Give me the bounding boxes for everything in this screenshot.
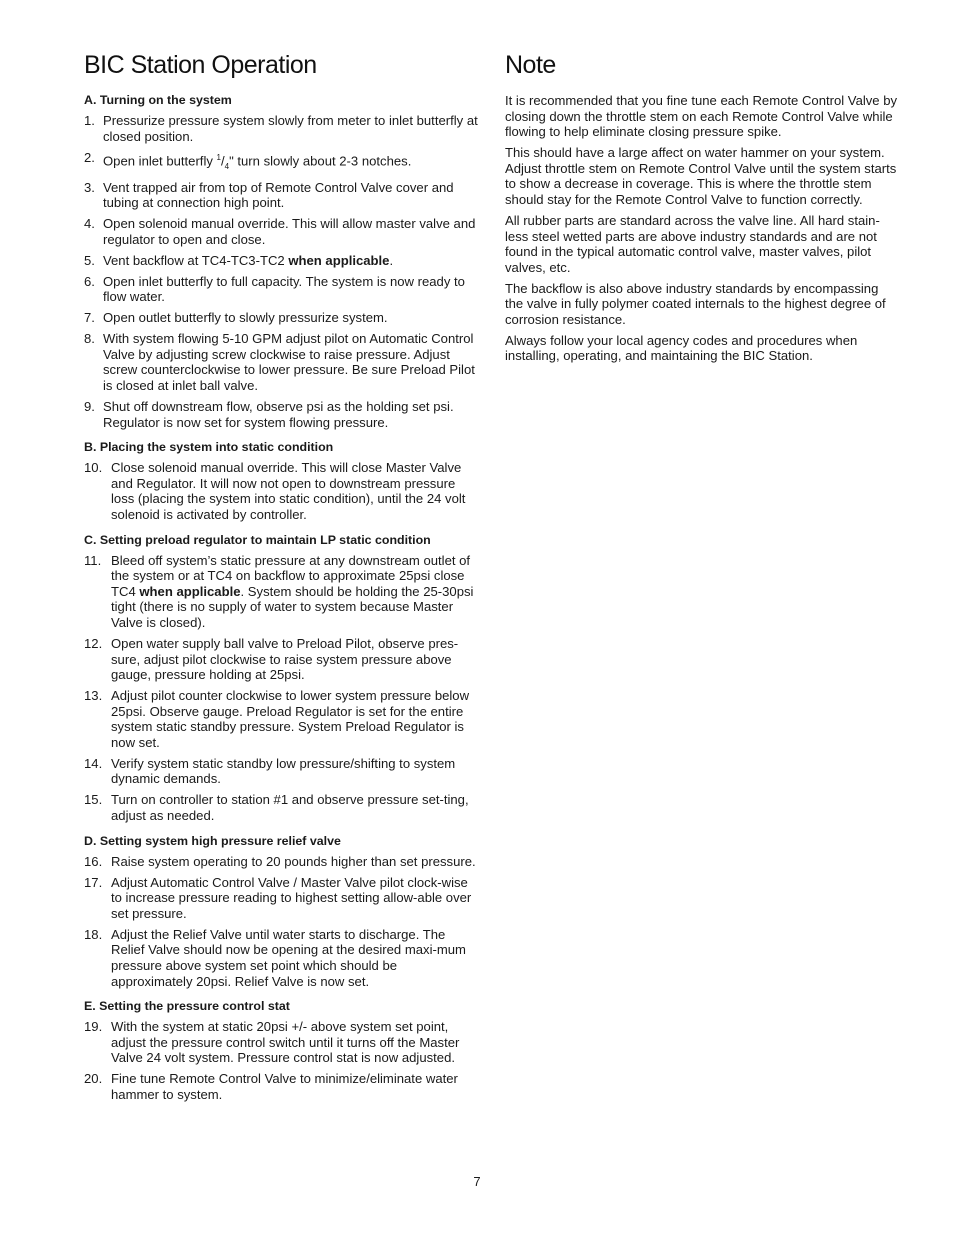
step-text: Verify system static standby low pressure/shifting to system dynamic demands. — [111, 755, 456, 787]
step-text: Open outlet butterfly to slowly pressurize system. — [103, 310, 388, 326]
step-number: 9. — [84, 399, 95, 414]
step-text: Fine tune Remote Control Valve to minimize/eliminate water hammer to system. — [111, 1071, 458, 1102]
step-item — [84, 331, 478, 393]
step-number: 17. — [84, 874, 103, 890]
step-number: 7. — [84, 310, 95, 326]
step-number: 2. — [84, 149, 95, 165]
step-item — [84, 1019, 478, 1066]
step-item — [84, 113, 478, 144]
step-text — [103, 150, 478, 175]
emphasis-text: when applicable — [288, 252, 390, 268]
step-text-start: Bleed off system’s static pressure at any downstream outlet of the system or at TC4 on backflow to approximate 25psi close TC4 — [111, 552, 471, 599]
step-text: Turn on controller to station #1 and observe pressure set-ting, adjust as needed. — [111, 792, 469, 824]
step-number: 13. — [84, 688, 103, 704]
fraction-slash: / — [221, 152, 225, 168]
section-heading: E. Setting the pressure control stat — [84, 999, 290, 1014]
step-item — [84, 636, 478, 683]
step-item — [84, 1071, 478, 1102]
step-text: Raise system operating to 20 pounds higher than set pressure. — [111, 853, 476, 869]
step-item — [84, 854, 478, 870]
step-item — [84, 460, 478, 522]
step-text: Open solenoid manual override. This will allow master valve and regulator to open and close. — [103, 216, 476, 247]
step-text: Pressurize pressure system slowly from meter to inlet butterfly at closed position. — [103, 113, 478, 144]
step-item — [84, 553, 478, 631]
section-heading: A. Turning on the system — [84, 93, 232, 107]
step-item — [84, 927, 478, 989]
section-heading: C. Setting preload regulator to maintain LP static condition — [84, 532, 431, 547]
step-item — [84, 399, 478, 430]
step-text-end: " turn slowly about 2-3 notches. — [229, 152, 412, 168]
step-item — [84, 688, 478, 750]
step-text: Shut off downstream flow, observe psi as the holding set psi. Regulator is now set for system flowing pressure. — [103, 399, 454, 430]
step-list — [84, 113, 478, 430]
step-text: Open inlet butterfly to full capacity. The system is now ready to flow water. — [103, 273, 465, 305]
step-item — [84, 180, 478, 211]
fraction-numerator: 1 — [216, 152, 221, 162]
step-item — [84, 875, 478, 922]
step-number: 12. — [84, 635, 103, 651]
step-number: 18. — [84, 926, 103, 942]
step-text-start: Open inlet butterfly — [103, 152, 217, 168]
step-text: Close solenoid manual override. This will close Master Valve and Regulator. It will now not open to downstream pressure loss (placing the system into static condition), until the 24 volt solenoid is activated by controller. — [111, 460, 466, 522]
fraction-denominator: 4 — [224, 161, 230, 171]
note-paragraphs — [505, 93, 900, 364]
step-text-end: . — [389, 252, 394, 268]
step-item — [84, 756, 478, 787]
step-list — [84, 553, 478, 824]
step-number: 5. — [84, 252, 95, 268]
step-item — [84, 216, 478, 247]
step-number: 6. — [84, 273, 95, 289]
step-number: 10. — [84, 460, 103, 476]
note-paragraph: All rubber parts are standard across the valve line. All hard stain-less steel wetted parts are above industry standards and are not found in the typical automatic control valve, master valves, pilot valves, etc. — [505, 212, 880, 275]
page-number: 7 — [473, 1174, 481, 1189]
step-text: With the system at static 20psi +/- above system set point, adjust the pressure control switch until it turns off the Master Valve 24 volt system. Pressure control stat is now adjusted. — [111, 1019, 460, 1066]
emphasis-text: when applicable — [139, 583, 241, 599]
step-list — [84, 854, 478, 990]
note-paragraph: This should have a large affect on water hammer on your system. Adjust throttle stem on Remote Control Valve until the system starts to show a decrease in coverage. This is where the throttle stem should stay for the Remote Control Valve to function correctly. — [505, 145, 897, 207]
step-item — [84, 792, 478, 823]
step-number: 8. — [84, 331, 95, 347]
section-heading: B. Placing the system into static condition — [84, 440, 334, 455]
step-item — [84, 150, 478, 175]
left-column — [84, 50, 478, 1108]
note-paragraph: The backflow is also above industry standards by encompassing the valve in fully polymer coated internals to the highest degree of corrosion resistance. — [505, 280, 886, 327]
step-number: 3. — [84, 179, 95, 195]
note-title: Note — [505, 51, 556, 79]
right-column — [505, 50, 900, 369]
step-number: 4. — [84, 216, 95, 232]
step-item — [84, 253, 478, 269]
step-text: Vent trapped air from top of Remote Control Valve cover and tubing at connection high point. — [103, 179, 454, 211]
step-text: Adjust the Relief Valve until water starts to discharge. The Relief Valve should now be opening at the desired maxi-mum pressure above system set point which should be approximately 20psi. Relief Valve is now set. — [111, 926, 466, 989]
step-item — [84, 274, 478, 305]
step-text: Adjust Automatic Control Valve / Master Valve pilot clock-wise to increase pressure reading to highest setting allow-able over set pressure. — [111, 874, 472, 921]
note-paragraph: Always follow your local agency codes and procedures when installing, operating, and maintaining the BIC Station. — [505, 332, 858, 364]
step-list — [84, 1019, 478, 1102]
step-item — [84, 310, 478, 326]
step-text — [103, 253, 478, 269]
step-number: 1. — [84, 113, 95, 128]
operation-sections — [84, 93, 478, 1103]
step-number: 19. — [84, 1019, 103, 1035]
note-paragraph: It is recommended that you fine tune each Remote Control Valve by closing down the throttle stem on each Remote Control Valve while flowing to help eliminate closing pressure spike. — [505, 93, 898, 140]
step-number: 14. — [84, 755, 103, 771]
step-text — [111, 553, 478, 631]
section-heading: D. Setting system high pressure relief valve — [84, 833, 341, 848]
step-text: Adjust pilot counter clockwise to lower system pressure below 25psi. Observe gauge. Preload Regulator is set for the entire system static standby pressure. System Preload Regulator is now set. — [111, 688, 470, 750]
step-text: With system flowing 5-10 GPM adjust pilot on Automatic Control Valve by adjusting screw clockwise to raise pressure. Adjust screw counterclockwise to lower pressure. Be sure Preload Pilot is closed at inlet ball valve. — [103, 331, 475, 394]
step-text-start: Vent backflow at TC4-TC3-TC2 — [103, 252, 289, 268]
step-list — [84, 460, 478, 522]
step-number: 11. — [84, 552, 102, 568]
step-text: Open water supply ball valve to Preload Pilot, observe pres-sure, adjust pilot clockwise to raise system pressure above gauge, pressure holding at 25psi. — [111, 635, 459, 683]
step-number: 20. — [84, 1071, 103, 1087]
step-number: 16. — [84, 853, 103, 869]
step-text-end: . System should be holding the 25-30psi tight (there is no supply of water to system because Master Valve is closed). — [111, 583, 474, 630]
step-number: 15. — [84, 792, 103, 808]
page-title: BIC Station Operation — [84, 51, 317, 79]
